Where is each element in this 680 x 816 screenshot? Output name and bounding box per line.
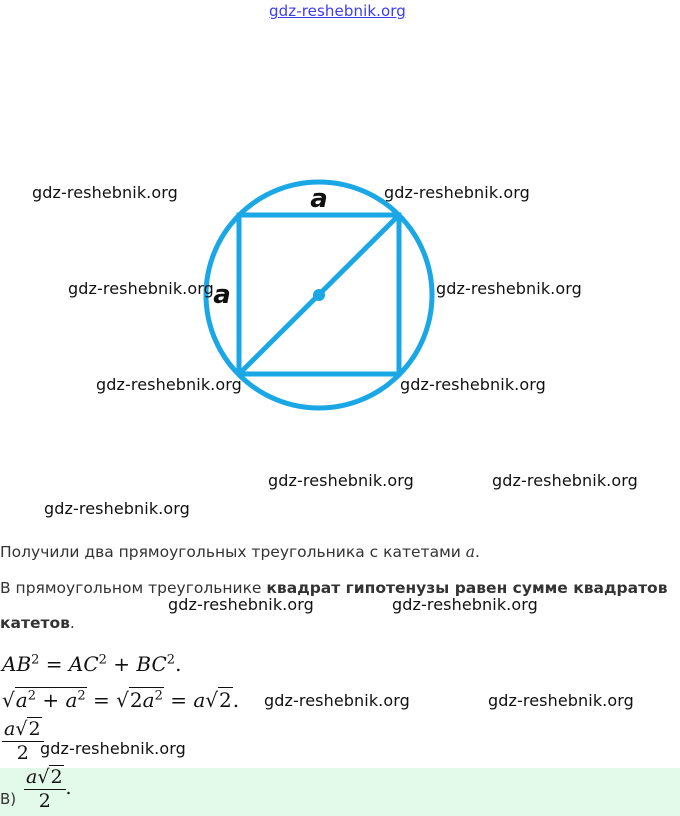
answer-label: В) xyxy=(0,790,17,808)
side-label-top: a xyxy=(310,184,328,214)
paragraph-triangles xyxy=(0,542,480,562)
watermark: gdz-reshebnik.org xyxy=(392,595,538,614)
watermark: gdz-reshebnik.org xyxy=(44,499,190,518)
watermark: gdz-reshebnik.org xyxy=(268,471,414,490)
variable-a: a xyxy=(465,543,476,561)
watermark: gdz-reshebnik.org xyxy=(40,739,186,758)
formula-root-chain: $√a^2 + a^2 = √2a^2 = a√2$. xyxy=(2,688,240,712)
paragraph-pythagoras-rule xyxy=(0,578,668,598)
paragraph-text: Получили два прямоугольных треугольника с катетами xyxy=(0,543,466,561)
bold-rule-end: катетов xyxy=(0,614,70,632)
center-point xyxy=(313,289,325,301)
period: . xyxy=(69,614,75,632)
side-label-left: a xyxy=(213,280,231,310)
watermark: gdz-reshebnik.org xyxy=(264,691,410,710)
watermark: gdz-reshebnik.org xyxy=(400,375,546,394)
answer-formula: $\frac{a√2}{2}$ . xyxy=(26,766,72,812)
paragraph-pythagoras-rule-end xyxy=(0,613,75,633)
watermark: gdz-reshebnik.org xyxy=(488,691,634,710)
watermark: gdz-reshebnik.org xyxy=(492,471,638,490)
watermark: gdz-reshebnik.org xyxy=(384,183,530,202)
answer-box xyxy=(0,768,680,816)
period: . xyxy=(475,543,480,561)
watermark: gdz-reshebnik.org xyxy=(96,375,242,394)
watermark: gdz-reshebnik.org xyxy=(436,279,582,298)
watermark: gdz-reshebnik.org xyxy=(168,595,314,614)
formula-pythagoras: $AB^2 = AC^2 + BC^2$. xyxy=(2,652,182,676)
bold-rule: квадрат гипотенузы равен сумме квадратов xyxy=(266,579,668,597)
formula-result: $\frac{a√2}{2}$ xyxy=(2,718,44,764)
watermark: gdz-reshebnik.org xyxy=(32,183,178,202)
watermark: gdz-reshebnik.org xyxy=(68,279,214,298)
paragraph-text: В прямоугольном треугольнике xyxy=(0,579,267,597)
watermark-link[interactable]: gdz-reshebnik.org xyxy=(269,2,406,20)
